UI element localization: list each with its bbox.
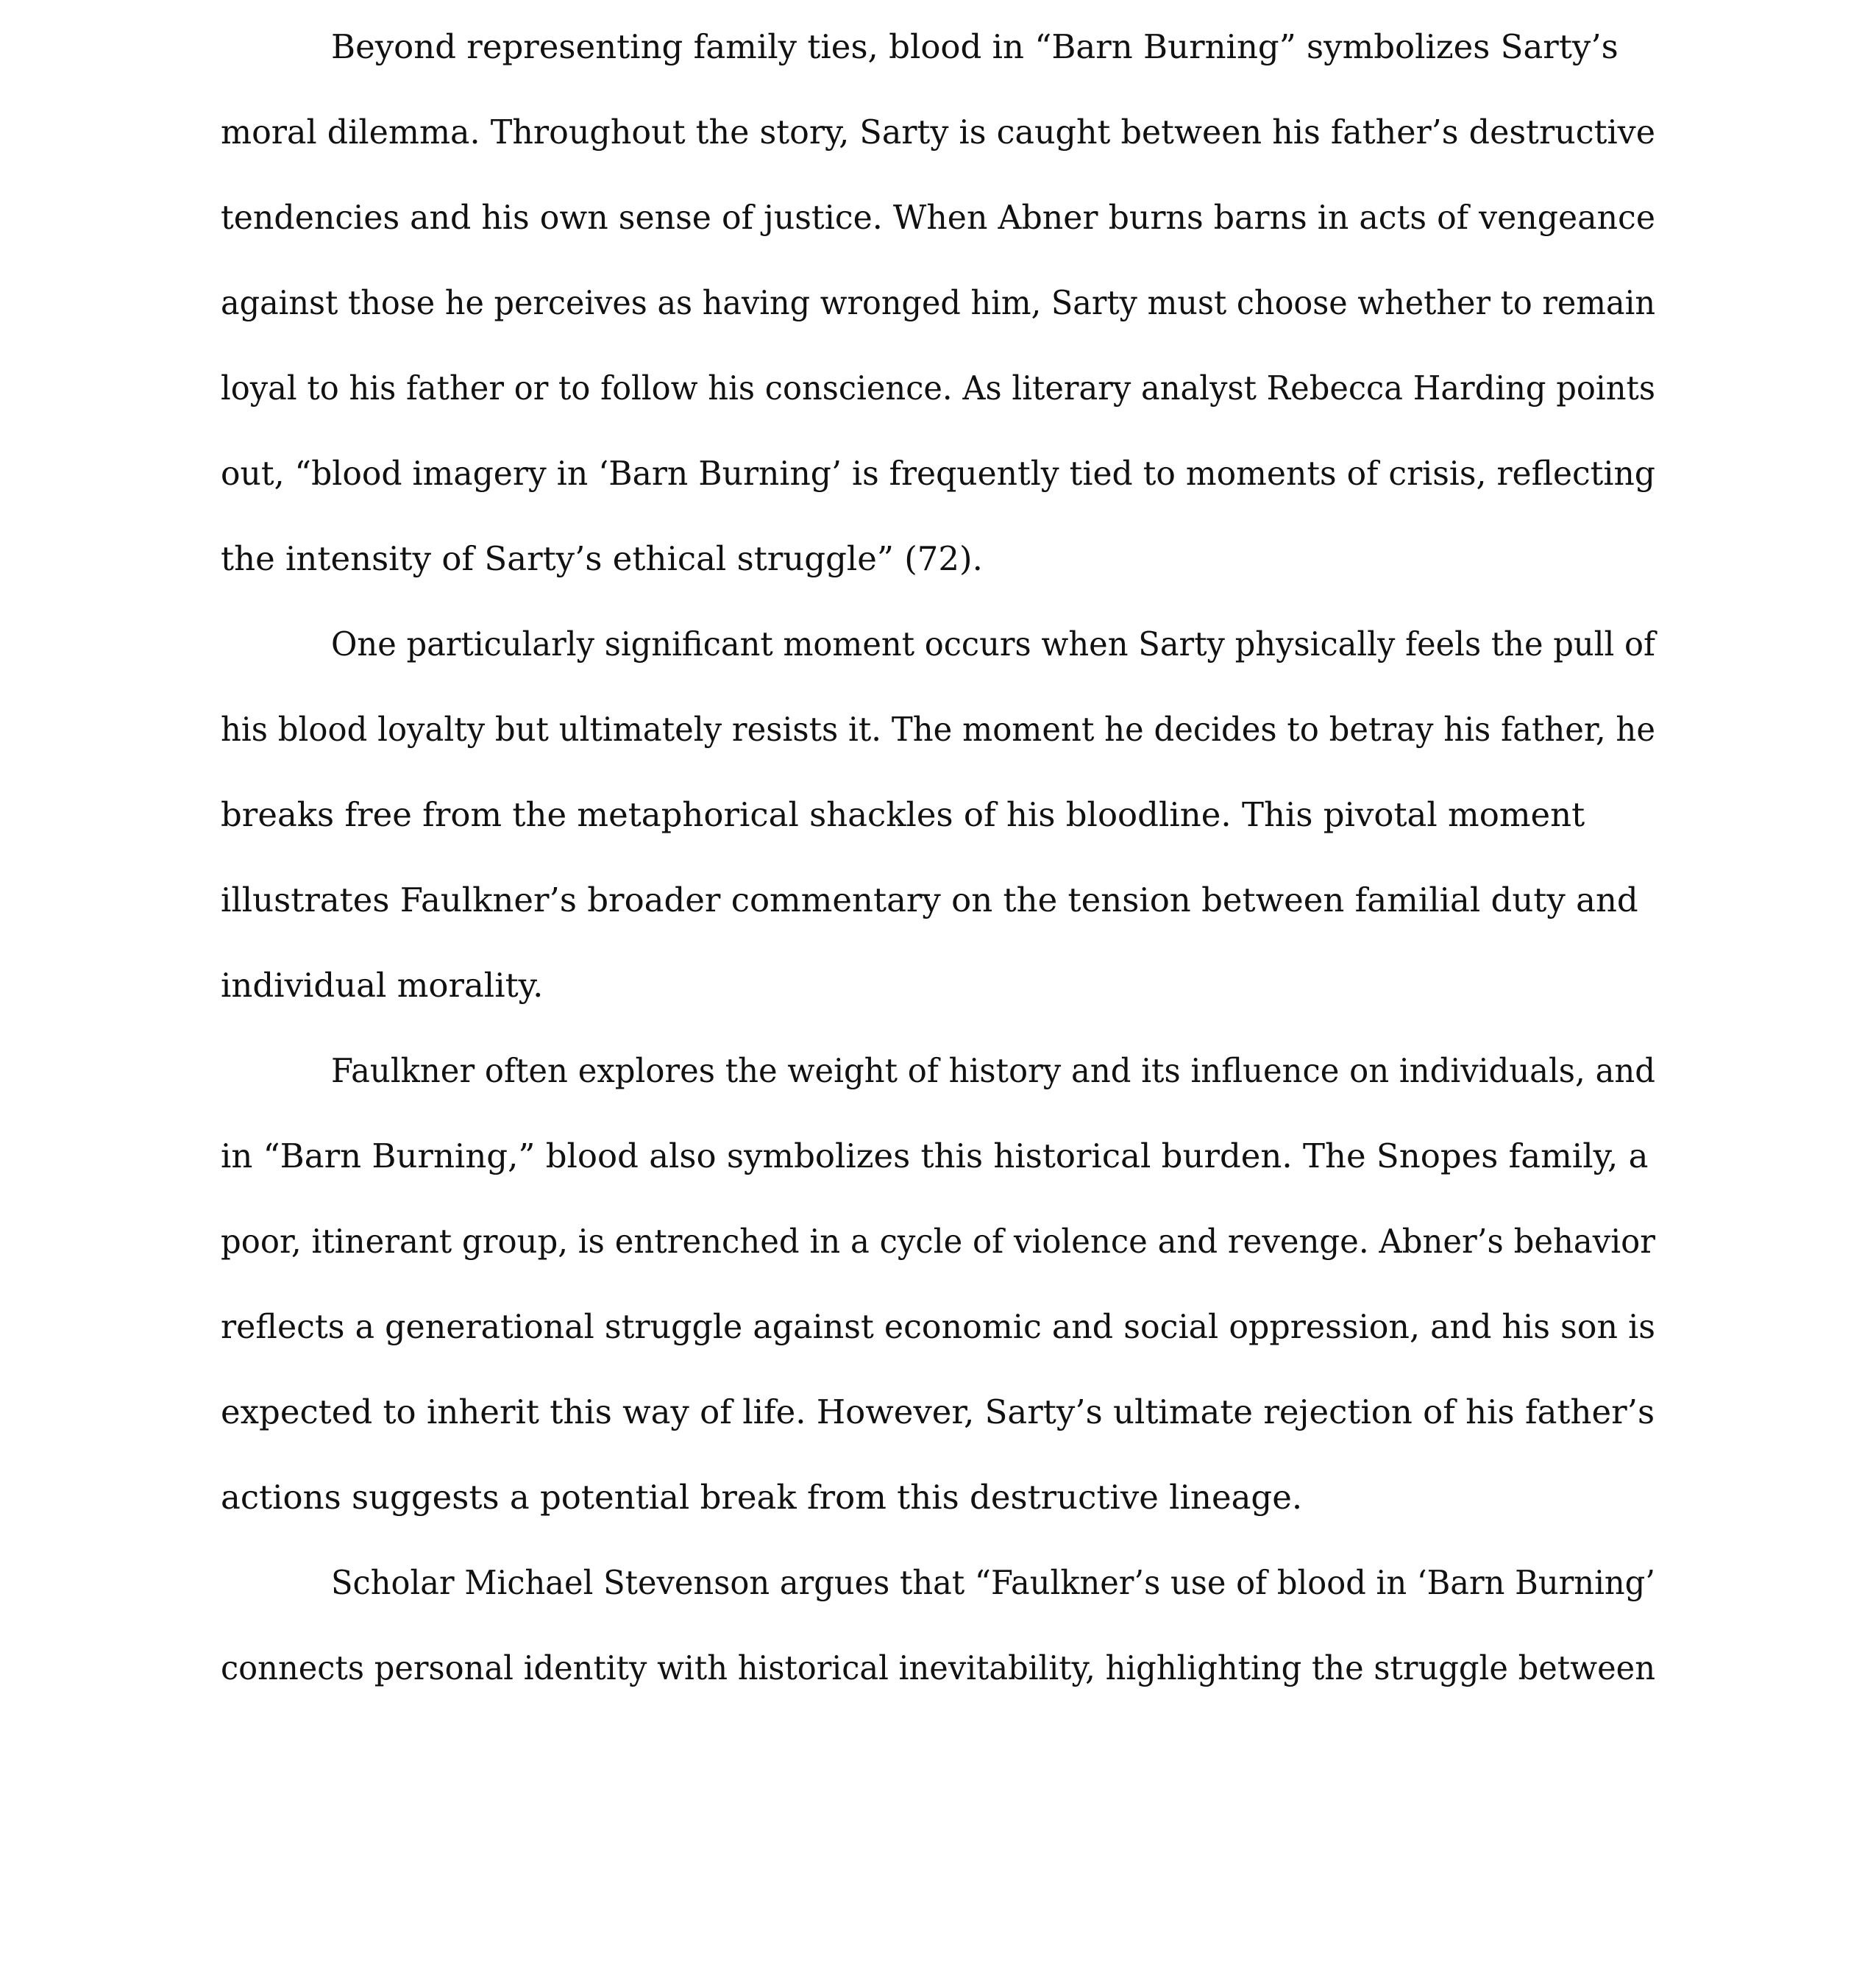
paragraph-line: Beyond representing family ties, blood in “Barn Burning” symbolizes Sarty’s — [331, 27, 1619, 66]
paragraph-line: connects personal identity with historical inevitability, highlighting the struggle between — [221, 1648, 1655, 1687]
paragraph-line: poor, itinerant group, is entrenched in a cycle of violence and revenge. Abner’s behavior — [221, 1222, 1655, 1261]
paragraph-line: expected to inherit this way of life. However, Sarty’s ultimate rejection of his father’s — [221, 1392, 1655, 1431]
paragraph-line: moral dilemma. Throughout the story, Sarty is caught between his father’s destructive — [221, 113, 1655, 152]
paragraph-line: reflects a generational struggle against economic and social oppression, and his son is — [221, 1307, 1655, 1346]
paragraph-line: against those he perceives as having wronged him, Sarty must choose whether to remain — [221, 283, 1655, 322]
paragraph-4 — [221, 1540, 1655, 1711]
paragraph-line: breaks free from the metaphorical shackles of his bloodline. This pivotal moment — [221, 795, 1585, 834]
paragraph-line: Scholar Michael Stevenson argues that “Faulkner’s use of blood in ‘Barn Burning’ — [331, 1563, 1655, 1602]
paragraph-line: individual morality. — [221, 966, 544, 1005]
paragraph-line: loyal to his father or to follow his conscience. As literary analyst Rebecca Harding points — [221, 369, 1655, 408]
paragraph-line: Faulkner often explores the weight of history and its influence on individuals, and — [331, 1051, 1655, 1090]
paragraph-line: illustrates Faulkner’s broader commentary on the tension between familial duty and — [221, 880, 1638, 919]
paragraph-2 — [221, 602, 1655, 1028]
essay-body — [221, 4, 1655, 1711]
paragraph-line: his blood loyalty but ultimately resists it. The moment he decides to betray his father, he — [221, 710, 1655, 749]
paragraph-3 — [221, 1028, 1655, 1540]
paragraph-1 — [221, 4, 1655, 602]
paragraph-line: actions suggests a potential break from this destructive lineage. — [221, 1478, 1303, 1517]
paragraph-line: the intensity of Sarty’s ethical struggle” (72). — [221, 539, 983, 578]
paragraph-line: out, “blood imagery in ‘Barn Burning’ is frequently tied to moments of crisis, reflecting — [221, 454, 1655, 493]
paragraph-line: in “Barn Burning,” blood also symbolizes this historical burden. The Snopes family, a — [221, 1136, 1649, 1175]
paragraph-line: One particularly significant moment occurs when Sarty physically feels the pull of — [331, 624, 1655, 663]
paragraph-line: tendencies and his own sense of justice. When Abner burns barns in acts of vengeance — [221, 198, 1655, 237]
